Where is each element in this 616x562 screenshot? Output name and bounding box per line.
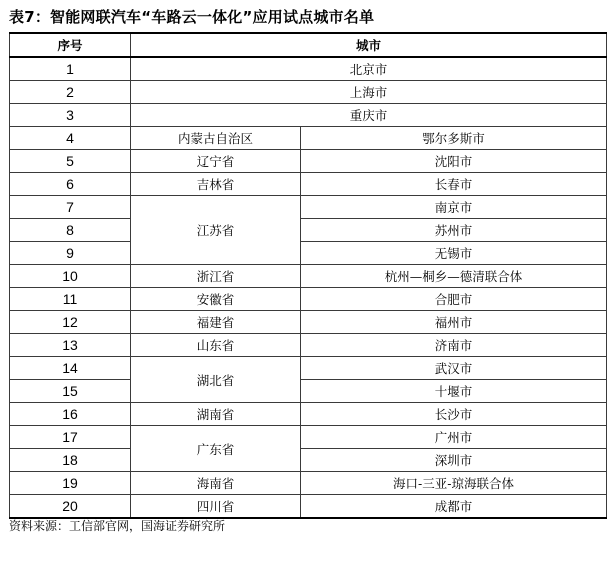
table-row — [10, 403, 607, 426]
table-row — [10, 357, 607, 380]
table-row — [10, 104, 607, 127]
province-cell: 海南省 — [131, 472, 301, 495]
table-row — [10, 196, 607, 219]
row-number: 5 — [10, 150, 131, 173]
city-cell: 杭州—桐乡—德清联合体 — [301, 265, 607, 288]
city-cell: 南京市 — [301, 196, 607, 219]
row-number: 13 — [10, 334, 131, 357]
province-cell: 四川省 — [131, 495, 301, 519]
city-cell: 合肥市 — [301, 288, 607, 311]
table-row — [10, 288, 607, 311]
table-row — [10, 242, 607, 265]
row-number: 7 — [10, 196, 131, 219]
city-cell: 无锡市 — [301, 242, 607, 265]
source-note: 资料来源：工信部官网，国海证券研究所 — [9, 519, 226, 533]
province-cell: 福建省 — [131, 311, 301, 334]
city-cell: 武汉市 — [301, 357, 607, 380]
row-number: 11 — [10, 288, 131, 311]
row-number: 8 — [10, 219, 131, 242]
province-cell: 山东省 — [131, 334, 301, 357]
province-cell: 江苏省 — [131, 196, 301, 265]
table-row — [10, 219, 607, 242]
city-cell: 深圳市 — [301, 449, 607, 472]
table-row — [10, 173, 607, 196]
province-cell: 湖南省 — [131, 403, 301, 426]
table-row — [10, 81, 607, 104]
city-cell: 福州市 — [301, 311, 607, 334]
city-cell: 十堰市 — [301, 380, 607, 403]
row-number: 19 — [10, 472, 131, 495]
pilot-city-table — [9, 32, 607, 519]
city-cell: 广州市 — [301, 426, 607, 449]
province-cell: 安徽省 — [131, 288, 301, 311]
table-row — [10, 311, 607, 334]
header-city: 城市 — [131, 33, 607, 57]
table-row — [10, 380, 607, 403]
table-row — [10, 265, 607, 288]
city-cell: 长沙市 — [301, 403, 607, 426]
row-number: 3 — [10, 104, 131, 127]
table-row — [10, 426, 607, 449]
province-cell: 广东省 — [131, 426, 301, 472]
city-cell: 海口-三亚-琼海联合体 — [301, 472, 607, 495]
row-number: 12 — [10, 311, 131, 334]
table-row — [10, 495, 607, 519]
row-number: 16 — [10, 403, 131, 426]
province-cell: 辽宁省 — [131, 150, 301, 173]
city-cell: 济南市 — [301, 334, 607, 357]
city-cell: 鄂尔多斯市 — [301, 127, 607, 150]
table-title: 表7：智能网联汽车“车路云一体化”应用试点城市名单 — [9, 8, 375, 26]
table-row — [10, 127, 607, 150]
row-number: 1 — [10, 57, 131, 81]
row-number: 2 — [10, 81, 131, 104]
table-row — [10, 334, 607, 357]
city-cell: 苏州市 — [301, 219, 607, 242]
row-number: 9 — [10, 242, 131, 265]
province-cell: 吉林省 — [131, 173, 301, 196]
city-cell: 上海市 — [131, 81, 607, 104]
row-number: 15 — [10, 380, 131, 403]
row-number: 20 — [10, 495, 131, 519]
header-row — [10, 33, 607, 57]
row-number: 4 — [10, 127, 131, 150]
table-row — [10, 472, 607, 495]
row-number: 18 — [10, 449, 131, 472]
city-cell: 长春市 — [301, 173, 607, 196]
table-row — [10, 57, 607, 81]
province-cell: 湖北省 — [131, 357, 301, 403]
city-cell: 北京市 — [131, 57, 607, 81]
row-number: 10 — [10, 265, 131, 288]
province-cell: 内蒙古自治区 — [131, 127, 301, 150]
table-row — [10, 150, 607, 173]
row-number: 17 — [10, 426, 131, 449]
header-number: 序号 — [10, 33, 131, 57]
city-cell: 重庆市 — [131, 104, 607, 127]
city-cell: 沈阳市 — [301, 150, 607, 173]
row-number: 6 — [10, 173, 131, 196]
province-cell: 浙江省 — [131, 265, 301, 288]
table-row — [10, 449, 607, 472]
row-number: 14 — [10, 357, 131, 380]
city-cell: 成都市 — [301, 495, 607, 519]
